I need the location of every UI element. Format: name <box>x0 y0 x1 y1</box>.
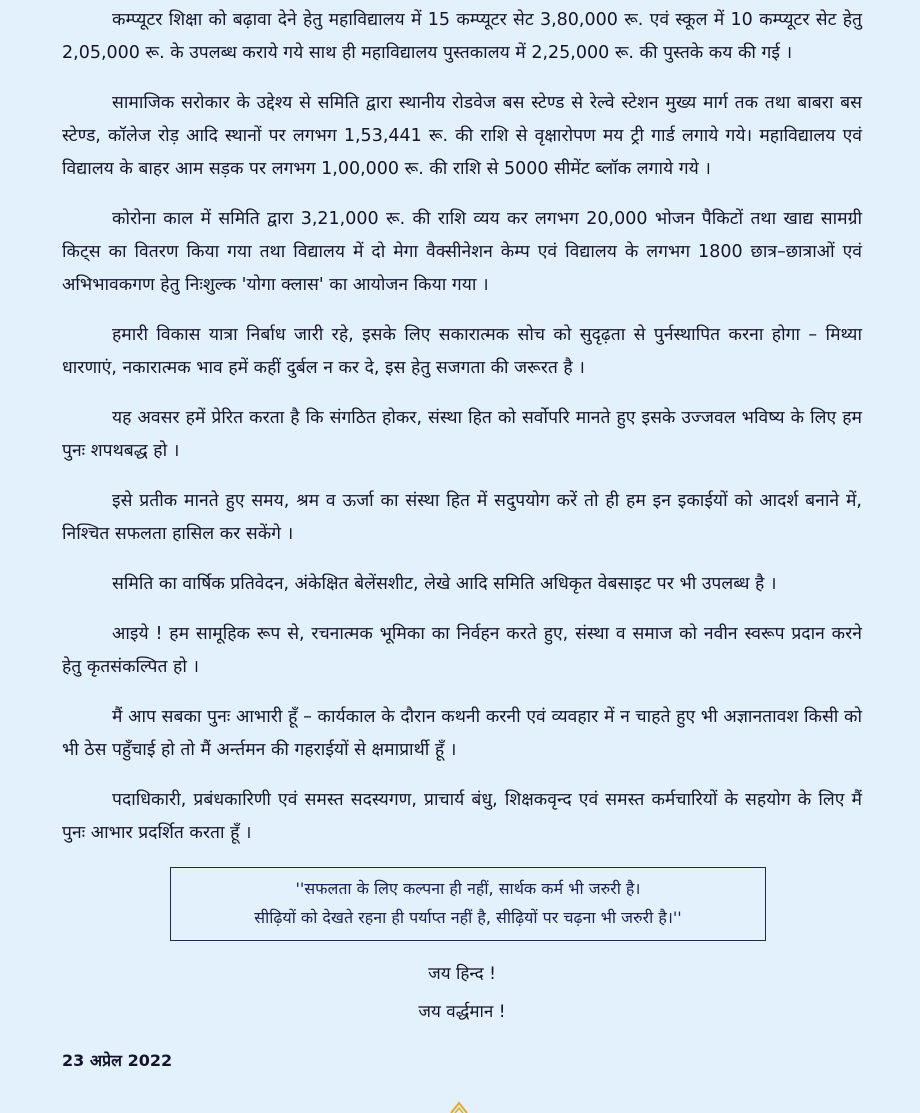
paragraph-gratitude: पदाधिकारी, प्रबंधकारिणी एवं समस्त सदस्यगण, प्राचार्य बंधु, शिक्षकवृन्द एवं समस्त कर्मचारियों के सहयोग के लिए मैं पुनः आभार प्रदर्शित करता हूँ । <box>62 790 862 843</box>
paragraph-apology: मैं आप सबका पुनः आभारी हूँ – कार्यकाल के दौरान कथनी करनी एवं व्यवहार में न चाहते हुए भी अज्ञानतावश किसी को भी ठेस पहुँचाई हो तो मैं अर्न्तमन की गहराईयों से क्षमाप्रार्थी हूँ । <box>62 707 862 760</box>
paragraph-call-to-action: आइये ! हम सामूहिक रूप से, रचनात्मक भूमिका का निर्वहन करते हुए, संस्था व समाज को नवीन स्वरूप प्रदान करने हेतु कृतसंकल्पित हो । <box>62 624 862 677</box>
slogan-jai-hind: जय हिन्द ! <box>428 964 496 984</box>
paragraph-social-plantation: सामाजिक सरोकार के उद्देश्य से समिति द्वारा स्थानीय रोडवेज बस स्टेण्ड से रेल्वे स्टेशन मुख्य मार्ग तक तथा बाबरा बस स्टेण्ड, कॉलेज रोड़ आदि स्थानों पर लगभग 1,53,441 रू. की राशि से वृक्षारोपण मय ट्री गार्ड लगाये गये। महाविद्यालय एवं विद्यालय के बाहर आम सड़क पर लगभग 1,00,000 रू. की राशि से 5000 सीमेंट ब्लॉक लगाये गये । <box>62 93 862 179</box>
quote-box <box>170 867 766 941</box>
document-date: 23 अप्रेल 2022 <box>62 1051 173 1070</box>
paragraph-corona-relief: कोरोना काल में समिति द्वारा 3,21,000 रू. की राशि व्यय कर लगभग 20,000 भोजन पैकिटों तथा खाद्य सामग्री किट्स का वितरण किया गया तथा विद्यालय में दो मेगा वैक्सीनेशन केम्प एवं विद्यालय के लगभग 1800 छात्र–छात्राओं एवं अभिभावकगण हेतु निःशुल्क 'योगा क्लास' का आयोजन किया गया । <box>62 209 862 295</box>
document-page <box>62 4 862 1075</box>
quote-line-2: सीढ़ियों को देखते रहना ही पर्याप्त नहीं है, सीढ़ियों पर चढ़ना भी जरुरी है।'' <box>254 908 682 927</box>
decorative-ornament-icon <box>449 1101 469 1113</box>
paragraph-computer-education: कम्प्यूटर शिक्षा को बढ़ावा देने हेतु महाविद्यालय में 15 कम्प्यूटर सेट 3,80,000 रू. एवं स्कूल में 10 कम्प्यूटर सेट हेतु 2,05,000 रू. के उपलब्ध कराये गये साथ ही महाविद्यालय पुस्तकालय में 2,25,000 रू. की पुस्तके कय की गई । <box>62 10 862 63</box>
paragraph-inspiration: यह अवसर हमें प्रेरित करता है कि संगठित होकर, संस्था हित को सर्वोपरि मानते हुए इसके उज्जवल भविष्य के लिए हम पुनः शपथबद्ध हो । <box>62 408 862 461</box>
paragraph-annual-report: समिति का वार्षिक प्रतिवेदन, अंकेक्षित बेलेंसशीट, लेखे आदि समिति अधिकृत वेबसाइट पर भी उपलब्ध है । <box>112 574 777 594</box>
paragraph-positive-thinking: हमारी विकास यात्रा निर्बाध जारी रहे, इसके लिए सकारात्मक सोच को सुदृढ़ता से पुर्नस्थापित करना होगा – मिथ्या धारणाएं, नकारात्मक भाव हमें कहीं दुर्बल न कर दे, इस हेतु सजगता की जरूरत है । <box>62 325 862 378</box>
paragraph-resource-use: इसे प्रतीक मानते हुए समय, श्रम व ऊर्जा का संस्था हित में सदुपयोग करें तो ही हम इन इकाईयों को आदर्श बनाने में, निश्चित सफलता हासिल कर सकेंगे । <box>62 491 862 544</box>
slogan-jai-vardhaman: जय वर्द्धमान ! <box>418 1002 506 1022</box>
quote-line-1: ''सफलता के लिए कल्पना ही नहीं, सार्थक कर्म भी जरुरी है। <box>295 879 641 898</box>
